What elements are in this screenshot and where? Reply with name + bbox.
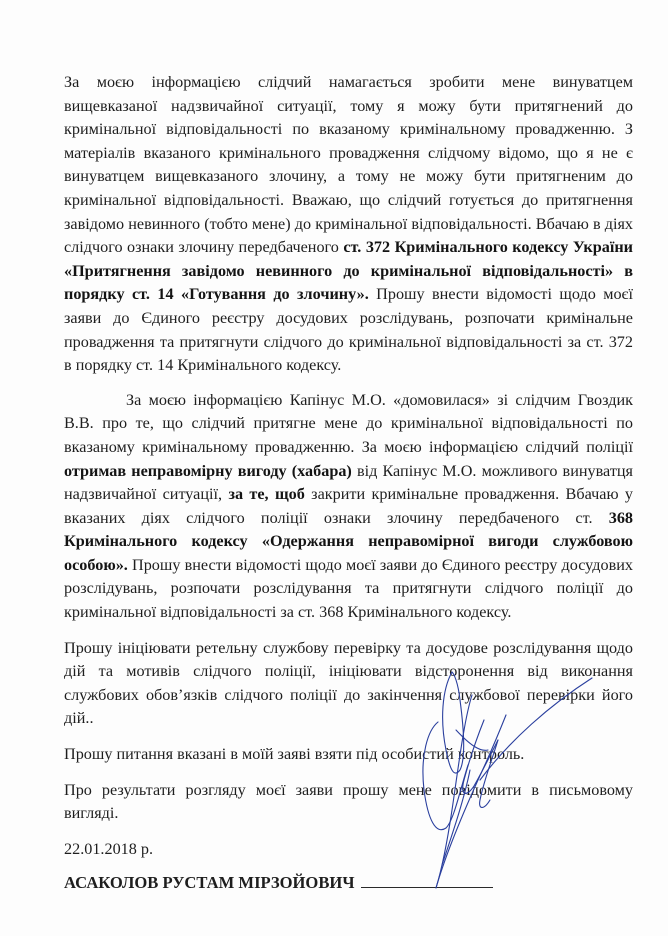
paragraph-2-bold-for-that: за те, щоб [228, 485, 305, 504]
paragraph-3: Прошу ініціювати ретельну службову перевірку та досудове розслідування щодо дій та мотивів слідчого поліції, ініціювати відсторонення від виконання службових обов’язків слідчого поліції до закінчення службової перевірки його дій.. [64, 638, 633, 728]
handwritten-signature [380, 660, 610, 900]
paragraph-1-text-a: За моєю інформацією слідчий намагається зробити мене винуватцем вищевказаної надзвичайної ситуації, тому я можу бути притягнений до кримінальної відповідальності по вказаному кримінальному провадженню. З матеріалів вказаного кримінального провадження слідчому відомо, що я не є винуватцем вищевказаного злочину, а тому не можу бути притягненим до кримінальної відповідальності. Вважаю, що слідчий готується до притягнення завідомо невинного (тобто мене) до кримінальної відповідальності. Вбачаю в діях слідчого ознаки злочину передбаченого [64, 73, 633, 257]
paragraph-2-bold-article-368: 368 Кримінального кодексу «Одержання неправомірної вигоди службовою особою». [64, 508, 633, 574]
paragraph-1-text-b: Прошу внести відомості щодо моєї заяви до Єдиного реєстру досудових розслідувань, розпочати кримінальне провадження та притягнути слідчого до кримінальної відповідальності за ст. 372 в порядку ст. 14 Кримінального кодексу. [64, 285, 633, 375]
paragraph-2-bold-bribe: отримав неправомірну вигоду (хабара) [64, 461, 352, 480]
paragraph-2-text-d: Прошу внести відомості щодо моєї заяви до Єдиного реєстру досудових розслідувань, розпочати розслідування та притягнути слідчого поліції до кримінальної відповідальності за ст. 368 Кримінального кодексу. [64, 555, 633, 622]
paragraph-2-text-c: закрити кримінальне провадження. Вбачаю у вказаних діях слідчого поліції ознаки злочину передбаченого ст. [64, 485, 633, 527]
signatory-name: АСАКОЛОВ РУСТАМ МІРЗОЙОВИЧ [64, 873, 355, 893]
paragraph-2-text-a: За моєю інформацією Капінус М.О. «домовилася» зі слідчим Гвоздик В.В. про те, що слідчий притягне мене до кримінальної відповідальності по вказаному кримінальному провадженню. За моєю інформацією слідчий поліції [64, 390, 633, 456]
paragraph-4: Прошу питання вказані в моїй заяві взяти під особистий контроль. [64, 745, 525, 764]
paragraph-2 [64, 389, 633, 625]
document-date: 22.01.2018 р. [64, 839, 154, 858]
paragraph-1-bold-article-372: ст. 372 Кримінального кодексу України «Притягнення завідомо невинного до кримінальної відповідальності» в порядку ст. 14 «Готування до злочину». [64, 238, 634, 304]
paragraph-1 [64, 71, 633, 378]
paragraph-2-text-b: від Капінус М.О. можливого винуватця надзвичайної ситуації, [64, 461, 634, 504]
paragraph-5: Про результати розгляду моєї заяви прошу мене повідомити в письмовому вигляді. [64, 780, 633, 823]
